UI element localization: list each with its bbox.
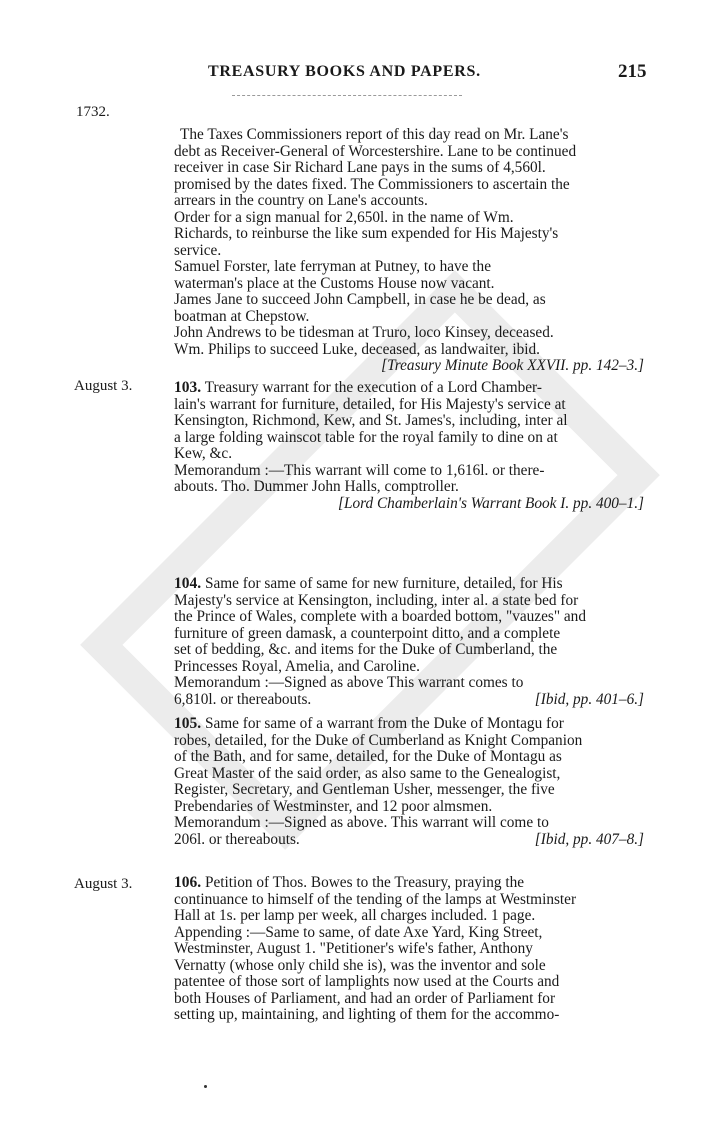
text-line: Appending :—Same to same, of date Axe Yard, King Street, [174, 923, 543, 941]
text-line: Prebendaries of Westminster, and 12 poor almsmen. [174, 797, 493, 815]
page-number: 215 [618, 61, 647, 82]
text-line: Kew, &c. [174, 445, 233, 462]
text-line: a large folding wainscot table for the royal family to dine on at [174, 428, 558, 446]
text-line: both Houses of Parliament, and had an order of Parliament for [174, 989, 556, 1007]
text-line: receiver in case Sir Richard Lane pays in the sums of 4,560l. [174, 159, 546, 176]
text-line: Westminster, August 1. "Petitioner's wife's father, Anthony [174, 940, 533, 957]
stray-mark [204, 1085, 207, 1088]
header-divider [232, 95, 462, 96]
memorandum-line: Memorandum :—Signed as above. This warrant will come to [174, 814, 549, 831]
memorandum-line: 206l. or thereabouts. [174, 830, 300, 848]
text-line: waterman's place at the Customs House now vacant. [174, 274, 495, 292]
citation: [Lord Chamberlain's Warrant Book I. pp. 400–1.] [338, 494, 644, 512]
text-line: of the Bath, and for same, detailed, for the Duke of Montagu as [174, 748, 562, 765]
entry-number: 106. [174, 874, 202, 891]
text-line: Samuel Forster, late ferryman at Putney, to have the [174, 258, 491, 275]
text-line: James Jane to succeed John Campbell, in case he be dead, as [174, 291, 546, 308]
text-line: arrears in the country on Lane's accounts. [174, 192, 428, 209]
text-line: Great Master of the said order, as also same to the Genealogist, [174, 764, 561, 782]
text-line: setting up, maintaining, and lighting of them for the accommo- [174, 1006, 560, 1023]
entry-105 [174, 716, 644, 848]
entry-number: 104. [174, 575, 202, 592]
text-line: service. [174, 241, 222, 259]
text-line: lain's warrant for furniture, detailed, for His Majesty's service at [174, 395, 566, 413]
text-line: boatman at Chepstow. [174, 307, 310, 325]
margin-year: 1732. [76, 104, 110, 120]
margin-date-1: August 3. [74, 378, 133, 394]
minute-entries [174, 127, 644, 375]
text-line: the Prince of Wales, complete with a boarded bottom, "vauzes" and [174, 608, 586, 625]
text-line: patentee of those sort of lamplights now used at the Courts and [174, 973, 560, 990]
text-line: continuance to himself of the tending of the lamps at Westminster [174, 890, 577, 908]
text-line: robes, detailed, for the Duke of Cumberland as Knight Companion [174, 731, 583, 749]
entry-103 [174, 380, 644, 512]
memorandum-line: 6,810l. or thereabouts. [174, 690, 312, 708]
text-line: promised by the dates fixed. The Commissioners to ascertain the [174, 175, 570, 193]
text-line: Hall at 1s. per lamp per week, all charges included. 1 page. [174, 907, 536, 924]
entry-number: 103. [174, 379, 202, 396]
citation: [Ibid, pp. 407–8.] [534, 830, 644, 848]
entry-number: 105. [174, 715, 202, 732]
memorandum-line: Memorandum :—Signed as above This warrant comes to [174, 674, 524, 691]
text-line: Princesses Royal, Amelia, and Caroline. [174, 657, 420, 675]
text-line: Register, Secretary, and Gentleman Usher, messenger, the five [174, 781, 555, 798]
citation: [Treasury Minute Book XXVII. pp. 142–3.] [381, 357, 644, 374]
entry-106 [174, 875, 644, 1024]
text-line: Richards, to reinburse the like sum expended for His Majesty's [174, 225, 559, 242]
text-line: Same for same of same for new furniture, detailed, for His [204, 575, 563, 592]
text-line: Petition of Thos. Bowes to the Treasury, praying the [204, 874, 525, 891]
text-line: John Andrews to be tidesman at Truro, loco Kinsey, deceased. [174, 324, 554, 341]
text-line: Same for same of a warrant from the Duke of Montagu for [204, 715, 564, 732]
text-line: furniture of green damask, a counterpoint ditto, and a complete [174, 624, 561, 642]
text-line: The Taxes Commissioners report of this day read on Mr. Lane's [180, 126, 569, 143]
memorandum-line: Memorandum :—This warrant will come to 1,616l. or there- [174, 461, 545, 479]
text-line: debt as Receiver-General of Worcestershire. Lane to be continued [174, 142, 577, 160]
memorandum-line: abouts. Tho. Dummer John Halls, comptroller. [174, 478, 459, 495]
text-line: Treasury warrant for the execution of a Lord Chamber- [204, 379, 542, 396]
text-line: Kensington, Richmond, Kew, and St. James's, including, inter al [174, 412, 568, 429]
text-line: Order for a sign manual for 2,650l. in the name of Wm. [174, 208, 514, 226]
citation: [Ibid, pp. 401–6.] [534, 690, 644, 708]
text-line: Vernatty (whose only child she is), was the inventor and sole [174, 956, 546, 974]
margin-date-2: August 3. [74, 876, 133, 892]
text-line: Wm. Philips to succeed Luke, deceased, as landwaiter, ibid. [174, 340, 540, 358]
entry-104 [174, 576, 644, 708]
text-line: Majesty's service at Kensington, including, inter al. a state bed for [174, 591, 579, 609]
text-line: set of bedding, &c. and items for the Duke of Cumberland, the [174, 641, 558, 658]
running-header-title: TREASURY BOOKS AND PAPERS. [208, 63, 481, 80]
